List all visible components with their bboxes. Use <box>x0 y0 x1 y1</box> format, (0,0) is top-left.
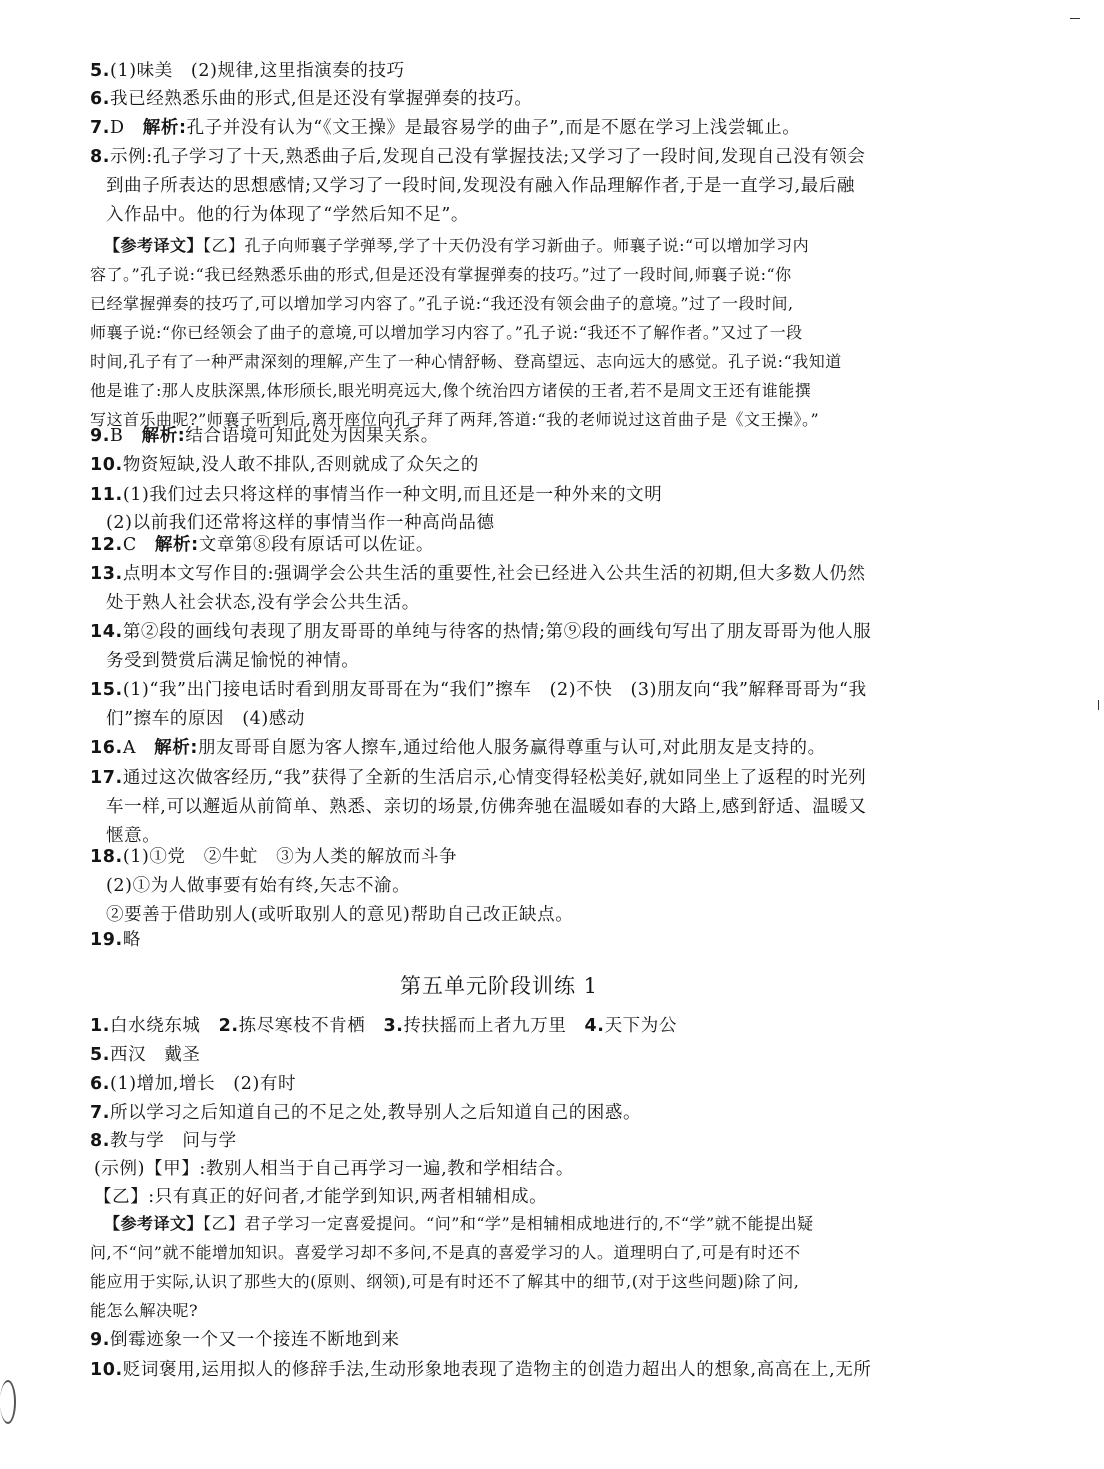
answer-2-8-line: (示例)【甲】:教别人相当于自己再学习一遍,教和学相结合。 <box>94 1159 575 1179</box>
answer-2-8: 8.教与学 问与学 <box>90 1131 237 1151</box>
answer-14-line: 务受到赞赏后满足愉悦的神情。 <box>106 651 360 671</box>
answer-16: 16.A 解析:朋友哥哥自愿为客人擦车,通过给他人服务赢得尊重与认可,对此朋友是支持的。 <box>90 738 826 758</box>
answer-2-10: 10.贬词褒用,运用拟人的修辞手法,生动形象地表现了造物主的创造力超出人的想象,高高在上,无所 <box>90 1360 872 1380</box>
section-title: 第五单元阶段训练 1 <box>400 974 599 998</box>
reference-translation-line: 已经掌握弹奏的技巧了,可以增加学习内容了。”孔子说:“我还没有领会曲子的意境。”过了一段时间, <box>90 294 794 313</box>
reference-translation-line: 能怎么解决呢? <box>90 1301 199 1320</box>
answer-2-5: 5.西汉 戴圣 <box>90 1045 201 1065</box>
answer-13-line: 处于熟人社会状态,没有学会公共生活。 <box>106 593 420 613</box>
answer-11-line: (2)以前我们还常将这样的事情当作一种高尚品德 <box>106 513 495 533</box>
answer-13: 13.点明本文写作目的:强调学会公共生活的重要性,社会已经进入公共生活的初期,但大多数人仍然 <box>90 564 866 584</box>
answer-9: 9.B 解析:结合语境可知此处为因果关系。 <box>90 426 439 446</box>
answer-12: 12.C 解析:文章第⑧段有原话可以佐证。 <box>90 535 435 555</box>
answer-8-line: 入作品中。他的行为体现了“学然后知不足”。 <box>106 205 469 225</box>
answer-6: 6.我已经熟悉乐曲的形式,但是还没有掌握弹奏的技巧。 <box>90 89 533 109</box>
reference-translation-line: 能应用于实际,认识了那些大的(原则、纲领),可是有时还不了解其中的细节,(对于这些问题)除了问, <box>90 1272 800 1291</box>
answer-17-line: 车一样,可以邂逅从前简单、熟悉、亲切的场景,仿佛奔驰在温暖如春的大路上,感到舒适、温暖又 <box>106 797 867 817</box>
answer-17-line: 惬意。 <box>106 826 161 846</box>
reference-translation-line: 师襄子说:“你已经领会了曲子的意境,可以增加学习内容了。”孔子说:“我还不了解作者。”又过了一段 <box>90 323 803 342</box>
reference-translation-line: 写这首乐曲呢?”师襄子听到后,离开座位向孔子拜了两拜,答道:“我的老师说过这首曲子是《文王操》。” <box>90 410 820 429</box>
answer-2-7: 7.所以学习之后知道自己的不足之处,教导别人之后知道自己的困惑。 <box>90 1103 642 1123</box>
answer-15-line: 们”擦车的原因 (4)感动 <box>106 709 306 729</box>
answer-18-line: ②要善于借助别人(或听取别人的意见)帮助自己改正缺点。 <box>106 905 574 925</box>
answer-8: 8.示例:孔子学习了十天,熟悉曲子后,发现自己没有掌握技法;又学习了一段时间,发现自己没有领会 <box>90 147 866 167</box>
answer-2-6: 6.(1)增加,增长 (2)有时 <box>90 1074 297 1094</box>
reference-translation-line: 时间,孔子有了一种严肃深刻的理解,产生了一种心情舒畅、登高望远、志向远大的感觉。孔子说:“我知道 <box>90 352 842 371</box>
answer-11: 11.(1)我们过去只将这样的事情当作一种文明,而且还是一种外来的文明 <box>90 485 663 505</box>
answer-10: 10.物资短缺,没人敢不排队,否则就成了众矢之的 <box>90 455 480 475</box>
answer-18: 18.(1)①党 ②牛虻 ③为人类的解放而斗争 <box>90 847 458 867</box>
scan-mark <box>1098 700 1099 710</box>
answer-8-line: 到曲子所表达的思想感情;又学习了一段时间,发现没有融入作品理解作者,于是一直学习,最后融 <box>106 176 855 196</box>
answer-2-8-line: 【乙】:只有真正的好问者,才能学到知识,两者相辅相成。 <box>94 1187 548 1207</box>
answers-1-to-4: 1.白水绕东城 2.拣尽寒枝不肯栖 3.抟扶摇而上者九万里 4.天下为公 <box>90 1016 677 1036</box>
reference-translation-line: 问,不“问”就不能增加知识。喜爱学习却不多问,不是真的喜爱学习的人。道理明白了,可是有时还不 <box>90 1243 801 1262</box>
answer-2-9: 9.倒霉迹象一个又一个接连不断地到来 <box>90 1330 400 1350</box>
answer-14: 14.第②段的画线句表现了朋友哥哥的单纯与待客的热情;第⑨段的画线句写出了朋友哥哥为他人服 <box>90 622 872 642</box>
reference-translation-2: 【参考译文】【乙】君子学习一定喜爱提问。“问”和“学”是相辅相成地进行的,不“学”就不能提出疑 <box>104 1214 814 1233</box>
answer-18-line: (2)①为人做事要有始有终,矢志不渝。 <box>106 876 411 896</box>
answer-19: 19.略 <box>90 930 141 950</box>
answer-7: 7.D 解析:孔子并没有认为“《文王操》是最容易学的曲子”,而是不愿在学习上浅尝辄止。 <box>90 118 801 138</box>
reference-translation-1: 【参考译文】【乙】孔子向师襄子学弹琴,学了十天仍没有学习新曲子。师襄子说:“可以增加学习内 <box>104 236 810 255</box>
page-corner-mark <box>0 1380 16 1424</box>
answer-15: 15.(1)“我”出门接电话时看到朋友哥哥在为“我们”擦车 (2)不快 (3)朋友向“我”解释哥哥为“我 <box>90 680 867 700</box>
answer-17: 17.通过这次做客经历,“我”获得了全新的生活启示,心情变得轻松美好,就如同坐上了返程的时光列 <box>90 768 867 788</box>
scan-mark <box>1070 18 1080 19</box>
reference-translation-line: 他是谁了:那人皮肤深黑,体形颀长,眼光明亮远大,像个统治四方诸侯的王者,若不是周文王还有谁能撰 <box>90 381 812 400</box>
reference-translation-line: 容了。”孔子说:“我已经熟悉乐曲的形式,但是还没有掌握弹奏的技巧。”过了一段时间,师襄子说:“你 <box>90 265 792 284</box>
answer-5: 5.(1)味美 (2)规律,这里指演奏的技巧 <box>90 61 405 81</box>
